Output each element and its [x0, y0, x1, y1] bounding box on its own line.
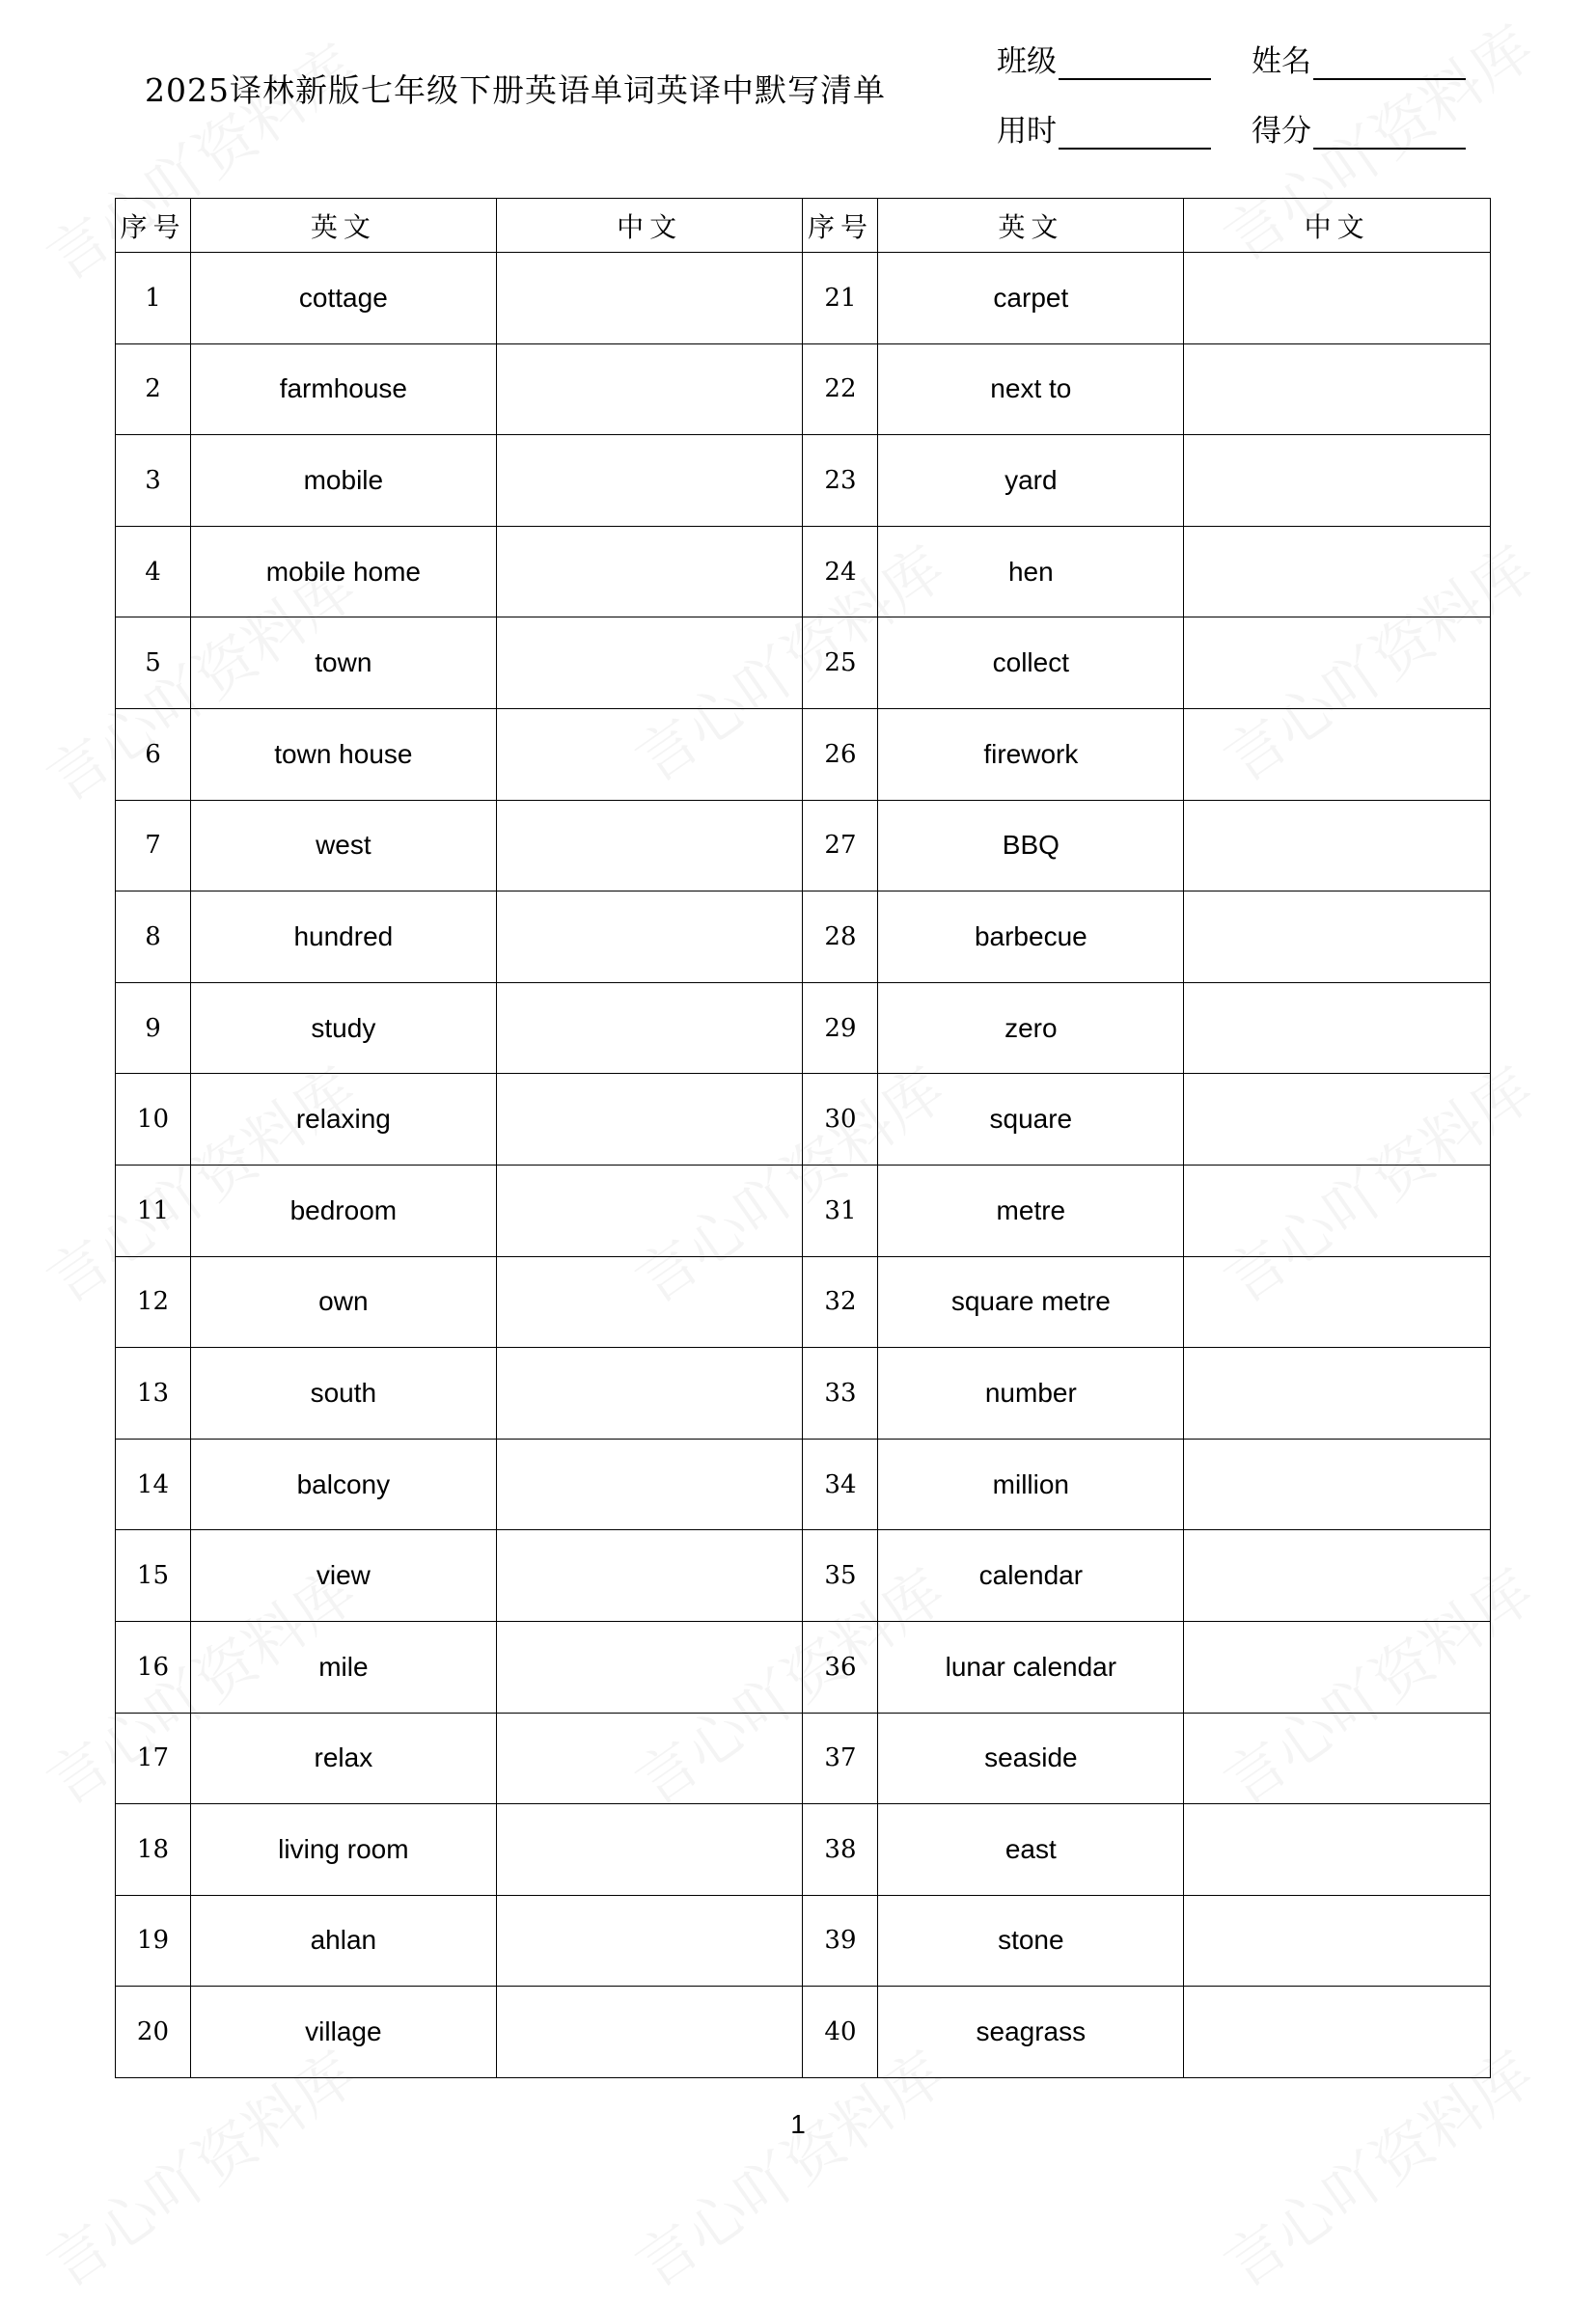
english-word-cell: living room — [190, 1804, 496, 1896]
chinese-answer-cell[interactable] — [1184, 526, 1491, 617]
table-row — [116, 1804, 1491, 1896]
english-word-cell: carpet — [878, 253, 1184, 344]
table-row — [116, 800, 1491, 891]
index-cell: 2 — [116, 343, 191, 435]
index-cell: 24 — [803, 526, 878, 617]
chinese-answer-cell[interactable] — [1184, 891, 1491, 983]
chinese-answer-cell[interactable] — [1184, 1074, 1491, 1166]
chinese-answer-cell[interactable] — [496, 800, 803, 891]
english-word-cell: firework — [878, 708, 1184, 800]
english-word-cell: zero — [878, 982, 1184, 1074]
index-cell: 23 — [803, 435, 878, 527]
index-cell: 34 — [803, 1439, 878, 1530]
english-word-cell: metre — [878, 1165, 1184, 1256]
index-cell: 32 — [803, 1256, 878, 1348]
english-word-cell: collect — [878, 617, 1184, 709]
english-word-cell: south — [190, 1348, 496, 1440]
chinese-answer-cell[interactable] — [496, 1804, 803, 1896]
table-row — [116, 1074, 1491, 1166]
english-word-cell: balcony — [190, 1439, 496, 1530]
english-word-cell: yard — [878, 435, 1184, 527]
header-chinese-right: 中文 — [1184, 199, 1491, 253]
english-word-cell: number — [878, 1348, 1184, 1440]
table-body — [116, 253, 1491, 2078]
chinese-answer-cell[interactable] — [1184, 982, 1491, 1074]
index-cell: 13 — [116, 1348, 191, 1440]
chinese-answer-cell[interactable] — [496, 1895, 803, 1987]
index-cell: 14 — [116, 1439, 191, 1530]
index-cell: 37 — [803, 1713, 878, 1804]
english-word-cell: seagrass — [878, 1987, 1184, 2078]
chinese-answer-cell[interactable] — [496, 1165, 803, 1256]
index-cell: 22 — [803, 343, 878, 435]
chinese-answer-cell[interactable] — [496, 708, 803, 800]
english-word-cell: hundred — [190, 891, 496, 983]
header-english-left: 英文 — [190, 199, 496, 253]
chinese-answer-cell[interactable] — [1184, 435, 1491, 527]
chinese-answer-cell[interactable] — [1184, 1804, 1491, 1896]
chinese-answer-cell[interactable] — [496, 1713, 803, 1804]
chinese-answer-cell[interactable] — [1184, 1895, 1491, 1987]
index-cell: 5 — [116, 617, 191, 709]
index-cell: 10 — [116, 1074, 191, 1166]
chinese-answer-cell[interactable] — [496, 1530, 803, 1622]
index-cell: 8 — [116, 891, 191, 983]
class-label: 班级 — [997, 44, 1057, 79]
english-word-cell: seaside — [878, 1713, 1184, 1804]
index-cell: 20 — [116, 1987, 191, 2078]
english-word-cell: mobile — [190, 435, 496, 527]
class-blank[interactable] — [1059, 49, 1211, 80]
english-word-cell: farmhouse — [190, 343, 496, 435]
chinese-answer-cell[interactable] — [1184, 1530, 1491, 1622]
chinese-answer-cell[interactable] — [496, 617, 803, 709]
table-row — [116, 1439, 1491, 1530]
english-word-cell: west — [190, 800, 496, 891]
chinese-answer-cell[interactable] — [496, 1621, 803, 1713]
index-cell: 12 — [116, 1256, 191, 1348]
page-number: 1 — [790, 2109, 806, 2139]
chinese-answer-cell[interactable] — [496, 982, 803, 1074]
table-row — [116, 982, 1491, 1074]
chinese-answer-cell[interactable] — [496, 1987, 803, 2078]
chinese-answer-cell[interactable] — [496, 891, 803, 983]
table-row — [116, 253, 1491, 344]
english-word-cell: square — [878, 1074, 1184, 1166]
english-word-cell: stone — [878, 1895, 1184, 1987]
score-field — [1252, 106, 1466, 150]
table-row — [116, 1348, 1491, 1440]
index-cell: 11 — [116, 1165, 191, 1256]
table-row — [116, 1256, 1491, 1348]
name-blank[interactable] — [1313, 49, 1466, 80]
chinese-answer-cell[interactable] — [496, 1348, 803, 1440]
index-cell: 30 — [803, 1074, 878, 1166]
table-row — [116, 343, 1491, 435]
index-cell: 4 — [116, 526, 191, 617]
chinese-answer-cell[interactable] — [1184, 343, 1491, 435]
table-row — [116, 1987, 1491, 2078]
header-chinese-left: 中文 — [496, 199, 803, 253]
english-word-cell: hen — [878, 526, 1184, 617]
index-cell: 9 — [116, 982, 191, 1074]
time-field — [997, 106, 1211, 150]
english-word-cell: view — [190, 1530, 496, 1622]
score-label: 得分 — [1252, 114, 1311, 149]
name-field — [1252, 37, 1466, 80]
english-word-cell: east — [878, 1804, 1184, 1896]
index-cell: 40 — [803, 1987, 878, 2078]
chinese-answer-cell[interactable] — [1184, 617, 1491, 709]
chinese-answer-cell[interactable] — [496, 1439, 803, 1530]
english-word-cell: mile — [190, 1621, 496, 1713]
english-word-cell: own — [190, 1256, 496, 1348]
header-english-right: 英文 — [878, 199, 1184, 253]
time-label: 用时 — [997, 114, 1057, 149]
english-word-cell: cottage — [190, 253, 496, 344]
index-cell: 19 — [116, 1895, 191, 1987]
index-cell: 17 — [116, 1713, 191, 1804]
english-word-cell: million — [878, 1439, 1184, 1530]
chinese-answer-cell[interactable] — [496, 253, 803, 344]
chinese-answer-cell[interactable] — [1184, 1621, 1491, 1713]
time-blank[interactable] — [1059, 119, 1211, 150]
english-word-cell: ahlan — [190, 1895, 496, 1987]
header-index-right: 序号 — [803, 199, 878, 253]
name-label: 姓名 — [1252, 44, 1311, 79]
english-word-cell: relax — [190, 1713, 496, 1804]
english-word-cell: BBQ — [878, 800, 1184, 891]
chinese-answer-cell[interactable] — [1184, 800, 1491, 891]
table-row — [116, 435, 1491, 527]
english-word-cell: barbecue — [878, 891, 1184, 983]
index-cell: 7 — [116, 800, 191, 891]
table-row — [116, 1530, 1491, 1622]
index-cell: 3 — [116, 435, 191, 527]
english-word-cell: next to — [878, 343, 1184, 435]
table-row — [116, 1621, 1491, 1713]
english-word-cell: village — [190, 1987, 496, 2078]
page-title: 2025译林新版七年级下册英语单词英译中默写清单 — [145, 71, 886, 109]
chinese-answer-cell[interactable] — [496, 435, 803, 527]
index-cell: 18 — [116, 1804, 191, 1896]
score-blank[interactable] — [1313, 119, 1466, 150]
english-word-cell: town — [190, 617, 496, 709]
english-word-cell: bedroom — [190, 1165, 496, 1256]
index-cell: 1 — [116, 253, 191, 344]
table-header-row — [116, 199, 1491, 253]
index-cell: 26 — [803, 708, 878, 800]
chinese-answer-cell[interactable] — [1184, 1348, 1491, 1440]
chinese-answer-cell[interactable] — [496, 1074, 803, 1166]
index-cell: 28 — [803, 891, 878, 983]
chinese-answer-cell[interactable] — [1184, 253, 1491, 344]
index-cell: 25 — [803, 617, 878, 709]
chinese-answer-cell[interactable] — [1184, 1439, 1491, 1530]
table-row — [116, 1165, 1491, 1256]
chinese-answer-cell[interactable] — [1184, 1713, 1491, 1804]
english-word-cell: square metre — [878, 1256, 1184, 1348]
index-cell: 31 — [803, 1165, 878, 1256]
chinese-answer-cell[interactable] — [1184, 1987, 1491, 2078]
chinese-answer-cell[interactable] — [1184, 708, 1491, 800]
index-cell: 35 — [803, 1530, 878, 1622]
index-cell: 21 — [803, 253, 878, 344]
index-cell: 39 — [803, 1895, 878, 1987]
english-word-cell: mobile home — [190, 526, 496, 617]
index-cell: 15 — [116, 1530, 191, 1622]
chinese-answer-cell[interactable] — [1184, 1256, 1491, 1348]
english-word-cell: study — [190, 982, 496, 1074]
index-cell: 16 — [116, 1621, 191, 1713]
table-row — [116, 617, 1491, 709]
chinese-answer-cell[interactable] — [496, 1256, 803, 1348]
class-field — [997, 37, 1211, 80]
index-cell: 6 — [116, 708, 191, 800]
english-word-cell: calendar — [878, 1530, 1184, 1622]
chinese-answer-cell[interactable] — [496, 343, 803, 435]
index-cell: 29 — [803, 982, 878, 1074]
table-row — [116, 708, 1491, 800]
header-index-left: 序号 — [116, 199, 191, 253]
vocab-table — [115, 198, 1491, 2078]
index-cell: 36 — [803, 1621, 878, 1713]
index-cell: 38 — [803, 1804, 878, 1896]
english-word-cell: relaxing — [190, 1074, 496, 1166]
chinese-answer-cell[interactable] — [1184, 1165, 1491, 1256]
chinese-answer-cell[interactable] — [496, 526, 803, 617]
table-row — [116, 1713, 1491, 1804]
table-row — [116, 891, 1491, 983]
english-word-cell: town house — [190, 708, 496, 800]
english-word-cell: lunar calendar — [878, 1621, 1184, 1713]
table-row — [116, 1895, 1491, 1987]
index-cell: 27 — [803, 800, 878, 891]
table-row — [116, 526, 1491, 617]
index-cell: 33 — [803, 1348, 878, 1440]
